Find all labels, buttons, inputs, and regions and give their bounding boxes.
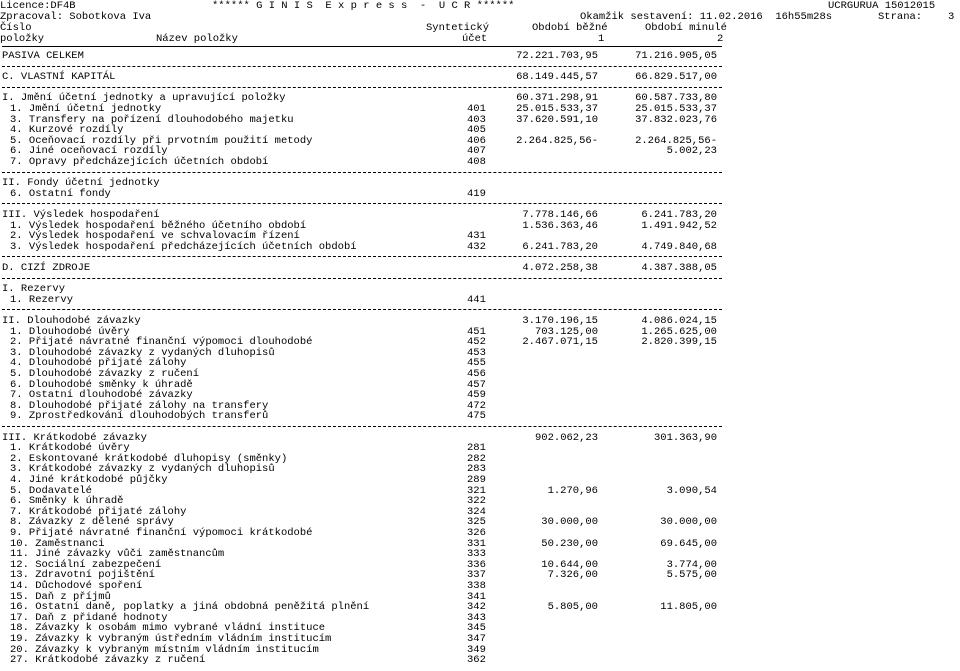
row-current-value: 4.072.258,38 [522,262,598,274]
row-previous-value: 71.216.905,05 [635,50,717,62]
row-current-value: 902.062,23 [534,431,598,444]
row-account: 331 [467,537,486,550]
row-current-value: 72.221.703,95 [516,50,598,62]
row-label: I. Rezervy [2,283,66,296]
row-previous-value: 5.575,00 [666,569,717,582]
row-previous-value: 301.363,90 [653,431,717,444]
row-label: III. Krátkodobé závazky [2,431,147,444]
row-current-value: 6.241.783,20 [522,240,598,253]
row-label: 1. Jmění účetní jednotky [10,103,162,115]
row-separator [2,66,722,67]
row-current-value: 25.015.533,37 [516,103,598,115]
row-previous-value: 11.805,00 [660,601,717,614]
row-current-value: 703.125,00 [534,325,598,338]
col-current-number: 1 [598,33,605,45]
row-label: 2. Přijaté návratné finanční výpomoci dlouhodobé [10,336,313,349]
report-id: UCRGURUA 15012015 [828,0,936,12]
row-account: 362 [467,654,486,667]
row-account: 472 [467,399,486,412]
col-item-header: položky [0,33,45,45]
row-account: 403 [467,113,486,126]
license-label: Licence:DF4B [0,0,76,12]
table-row [0,655,960,666]
row-separator [2,426,722,427]
row-previous-value: 3.774,00 [666,558,717,571]
row-separator [2,309,722,310]
row-account: 325 [467,516,486,529]
column-header-line-2 [0,34,960,45]
row-account: 283 [467,463,486,476]
row-account: 345 [467,622,486,635]
row-previous-value: 66.829.517,00 [635,71,717,84]
row-previous-value: 4.387.388,05 [641,262,717,274]
row-label: 12. Sociální zabezpečení [10,558,162,571]
row-previous-value: 1.265.625,00 [641,325,717,338]
row-label: 14. Důchodové spoření [10,580,143,592]
row-account: 451 [467,325,486,338]
row-account: 441 [467,293,486,306]
row-label: 19. Závazky k vybraným ústředním vládním institucím [10,633,332,645]
row-account: 456 [467,368,486,380]
row-account: 321 [467,484,486,497]
row-account: 452 [467,336,486,349]
row-account: 343 [467,611,486,624]
row-account: 336 [467,558,486,571]
row-previous-value: 1.491.942,52 [641,219,717,232]
row-current-value: 5.805,00 [547,601,598,614]
row-label: 7. Ostatní dlouhodobé závazky [10,389,193,402]
row-account: 408 [467,156,486,168]
row-current-value: 50.230,00 [541,537,598,550]
row-label: 3. Krátkodobé závazky z vydaných dluhopisů [10,463,275,476]
col-previous-number: 2 [717,33,724,45]
row-current-value: 1.270,96 [547,484,598,497]
row-label: 6. Směnky k úhradě [10,495,124,508]
row-label: II. Fondy účetní jednotky [2,177,160,190]
row-label: 9. Zprostředkování dlouhodobých transferů [10,410,269,423]
row-previous-value: 6.241.783,20 [641,209,717,221]
col-number-header: Číslo [0,22,32,34]
row-current-value: 37.620.591,10 [516,113,598,126]
row-account: 333 [467,548,486,561]
row-label: 1. Krátkodobé úvěry [10,442,130,455]
row-current-value: 7.778.146,66 [522,209,598,221]
table-row [0,189,960,200]
row-current-value: 2.467.071,15 [522,336,598,349]
row-previous-value: 2.820.399,15 [641,336,717,349]
row-current-value: 60.371.298,91 [516,92,598,105]
row-label: 15. Daň z příjmů [10,590,111,603]
row-label: 6. Jiné oceňovací rozdíly [10,145,168,158]
row-label: 3. Transfery na pořízení dlouhodobého majetku [10,113,294,126]
row-account: 455 [467,357,486,370]
col-synthetic-header: Syntetický [426,22,490,34]
row-label: 11. Jiné závazky vůči zaměstnancům [10,548,225,561]
row-label: 17. Daň z přidané hodnoty [10,611,168,624]
col-current-header: Období běžné [532,22,608,34]
table-row [0,157,960,168]
row-label: III. Výsledek hospodaření [2,209,160,221]
row-account: 419 [467,187,486,200]
row-account: 338 [467,580,486,592]
row-account: 326 [467,527,486,539]
row-previous-value: 30.000,00 [660,516,717,529]
row-account: 324 [467,505,486,518]
row-current-value: 3.170.196,15 [522,315,598,327]
row-previous-value: 2.264.825,56- [635,134,717,147]
row-account: 401 [467,103,486,115]
row-label: 2. Eskontované krátkodobé dluhopisy (směnky) [10,452,288,465]
row-previous-value: 37.832.023,76 [635,113,717,126]
row-label: 1. Výsledek hospodaření běžného účetního období [10,219,307,232]
table-row [0,242,960,253]
row-previous-value: 5.002,23 [666,145,717,158]
row-label: 1. Dlouhodobé úvěry [10,325,130,338]
row-account: 337 [467,569,486,582]
row-label: 18. Závazky k osobám mimo vybrané vládní instituce [10,622,326,635]
row-current-value: 2.264.825,56- [516,134,598,147]
row-account: 431 [467,230,486,243]
col-previous-header: Období minulé [645,22,727,34]
row-label: 3. Dlouhodobé závazky z vydaných dluhopisů [10,346,275,359]
app-banner: ****** G I N I S E x p r e s s - U C R ****** [212,0,515,12]
row-label: I. Jmění účetní jednotky a upravující položky [2,92,286,105]
row-account: 289 [467,474,486,486]
row-label: 5. Dodavatelé [10,484,92,497]
row-label: 4. Jiné krátkodobé půjčky [10,474,168,486]
row-previous-value: 60.587.733,80 [635,92,717,105]
row-account: 405 [467,124,486,137]
row-previous-value: 4.086.024,15 [641,315,717,327]
row-separator [2,172,722,173]
row-current-value: 7.326,00 [547,569,598,582]
row-separator [2,203,722,204]
row-current-value: 30.000,00 [541,516,598,529]
row-separator [2,278,722,279]
row-label: 16. Ostatní daně, poplatky a jiná obdobná peněžitá plnění [10,601,370,614]
row-label: 8. Závazky z dělené správy [10,516,174,529]
row-account: 341 [467,590,486,603]
row-label: 4. Kurzové rozdíly [10,124,124,137]
row-label: 5. Oceňovací rozdíly při prvotním použití metody [10,134,313,147]
processed-by: Zpracoval: Sobotkova Iva [0,11,152,23]
report-timestamp: Okamžik sestavení: 11.02.2016 16h55m28s [580,11,833,23]
row-current-value: 68.149.445,57 [516,71,598,84]
row-account: 281 [467,442,486,455]
row-label: 10. Zaměstnanci [10,537,105,550]
header-divider [2,46,722,47]
row-account: 432 [467,240,486,253]
table-row [0,411,960,422]
row-account: 322 [467,495,486,508]
row-account: 475 [467,410,486,423]
row-label: 7. Opravy předcházejících účetních období [10,156,269,168]
row-label: PASIVA CELKEM [2,50,84,62]
row-label: 6. Dlouhodobé směnky k úhradě [10,378,193,391]
row-separator [2,256,722,257]
row-account: 347 [467,633,486,645]
table-row [0,72,960,83]
row-label: 2. Výsledek hospodaření ve schvalovacím řízení [10,230,300,243]
row-current-value: 1.536.363,46 [522,219,598,232]
row-previous-value: 3.090,54 [666,484,717,497]
row-account: 282 [467,452,486,465]
row-label: D. CIZÍ ZDROJE [2,262,91,274]
row-label: 3. Výsledek hospodaření předcházejících účetních období [10,240,357,253]
page-number: 3 [948,11,955,23]
row-label: 8. Dlouhodobé přijaté zálohy na transfery [10,399,269,412]
row-label: C. VLASTNÍ KAPITÁL [2,71,116,84]
table-row [0,263,960,274]
table-row [0,51,960,62]
col-account-header: účet [462,33,488,45]
row-label: 6. Ostatní fondy [10,187,111,200]
row-separator [2,87,722,88]
row-previous-value: 4.749.840,68 [641,240,717,253]
row-label: 27. Krátkodobé závazky z ručení [10,654,206,667]
row-account: 342 [467,601,486,614]
col-item-name-header: Název položky [156,33,238,45]
row-account: 406 [467,134,486,147]
page-label: Strana: [878,11,923,23]
table-row [0,295,960,306]
row-account: 457 [467,378,486,391]
row-previous-value: 69.645,00 [660,537,717,550]
row-label: II. Dlouhodobé závazky [2,315,141,327]
row-label: 5. Dlouhodobé závazky z ručení [10,368,200,380]
row-previous-value: 25.015.533,37 [635,103,717,115]
row-current-value: 10.644,00 [541,558,598,571]
row-label: 20. Závazky k vybraným místním vládním institucím [10,643,319,656]
row-label: 9. Přijaté návratné finanční výpomoci krátkodobé [10,527,313,539]
row-account: 453 [467,346,486,359]
row-account: 459 [467,389,486,402]
row-label: 7. Krátkodobé přijaté zálohy [10,505,187,518]
row-label: 4. Dlouhodobé přijaté zálohy [10,357,187,370]
row-label: 1. Rezervy [10,293,74,306]
row-account: 407 [467,145,486,158]
row-account: 349 [467,643,486,656]
row-label: 13. Zdravotní pojištění [10,569,155,582]
